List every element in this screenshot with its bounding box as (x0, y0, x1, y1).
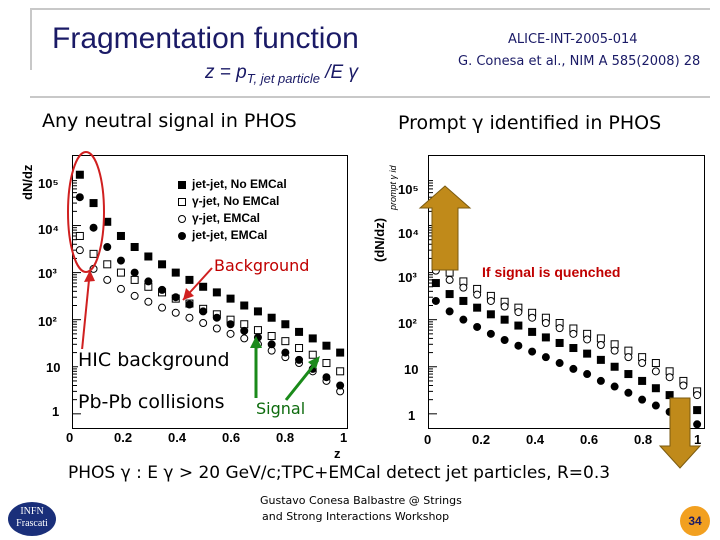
right-ytick-10: 10 (404, 362, 419, 377)
caption-left: Any neutral signal in PHOS (42, 110, 297, 132)
right-xtick-0.2: 0.2 (472, 432, 491, 447)
reference-line-1: ALICE-INT-2005-014 (508, 32, 638, 47)
left-ytick-1e3: 10³ (38, 266, 57, 281)
pbpb-collisions-label: Pb-Pb collisions (78, 391, 225, 413)
right-ytick-1: 1 (408, 408, 416, 423)
formula-main: z = p (205, 62, 247, 83)
left-ytick-10: 10 (46, 360, 61, 375)
reference-line-2: G. Conesa et al., NIM A 585(2008) 28 (458, 54, 701, 69)
legend-label: γ-jet, No EMCal (192, 194, 280, 208)
left-ytick-1e2: 10² (38, 314, 57, 329)
left-plot-ylabel: dN/dz (20, 164, 35, 200)
infn-logo (8, 502, 56, 536)
right-plot-ylabel: (dN/dz) (372, 217, 387, 262)
formula-subscript: T, jet particle (246, 71, 320, 86)
signal-label: Signal (256, 399, 306, 418)
hic-arrow-line (82, 270, 90, 350)
hic-background-label: HIC background (78, 349, 230, 371)
right-plot-ylabel-sub: prompt γ id (388, 165, 398, 210)
right-xtick-0.8: 0.8 (634, 432, 653, 447)
signal-arrow-head-2 (308, 356, 320, 369)
right-xtick-0.6: 0.6 (580, 432, 599, 447)
legend-label: γ-jet, EMCal (192, 211, 261, 225)
left-xtick-0.8: 0.8 (276, 430, 295, 445)
caption-right: Prompt γ identified in PHOS (398, 112, 662, 134)
left-xtick-0.6: 0.6 (222, 430, 241, 445)
right-ytick-1e2: 10² (398, 316, 417, 331)
quenched-label: If signal is quenched (482, 264, 621, 280)
formula-tail: /E γ (319, 62, 358, 83)
right-xtick-0.4: 0.4 (526, 432, 545, 447)
footer-line-1: Gustavo Conesa Balbastre @ Strings (260, 494, 462, 507)
right-xtick-1: 1 (694, 432, 702, 447)
background-label: Background (214, 256, 310, 275)
left-xtick-1: 1 (340, 430, 348, 445)
highlight-oval (68, 152, 104, 272)
signal-arrow-head-1 (250, 336, 262, 348)
right-ytick-1e4: 10⁴ (398, 226, 419, 241)
up-arrow (420, 186, 470, 270)
left-xtick-0.4: 0.4 (168, 430, 187, 445)
legend-label: jet-jet, No EMCal (192, 177, 287, 191)
left-xlabel: z (334, 446, 341, 461)
left-ytick-1e4: 10⁴ (38, 222, 59, 237)
logo-text-2: Frascati (16, 518, 48, 529)
left-ytick-1: 1 (52, 404, 60, 419)
bottom-description: PHOS γ : E γ > 20 GeV/c;TPC+EMCal detect jet particles, R=0.3 (68, 463, 611, 483)
right-ytick-1e3: 10³ (398, 270, 417, 285)
slide-title: Fragmentation function (52, 22, 359, 55)
page-number: 34 (680, 506, 710, 536)
right-xtick-0: 0 (424, 432, 432, 447)
legend-label: jet-jet, EMCal (192, 228, 268, 242)
right-ytick-1e5: 10⁵ (398, 182, 419, 197)
left-xtick-0.2: 0.2 (114, 430, 133, 445)
left-ytick-1e5: 10⁵ (38, 176, 59, 191)
down-arrow (660, 398, 700, 468)
left-xtick-0: 0 (66, 430, 74, 445)
footer-line-2: and Strong Interactions Workshop (262, 510, 450, 523)
logo-text-1: INFN (20, 506, 44, 517)
